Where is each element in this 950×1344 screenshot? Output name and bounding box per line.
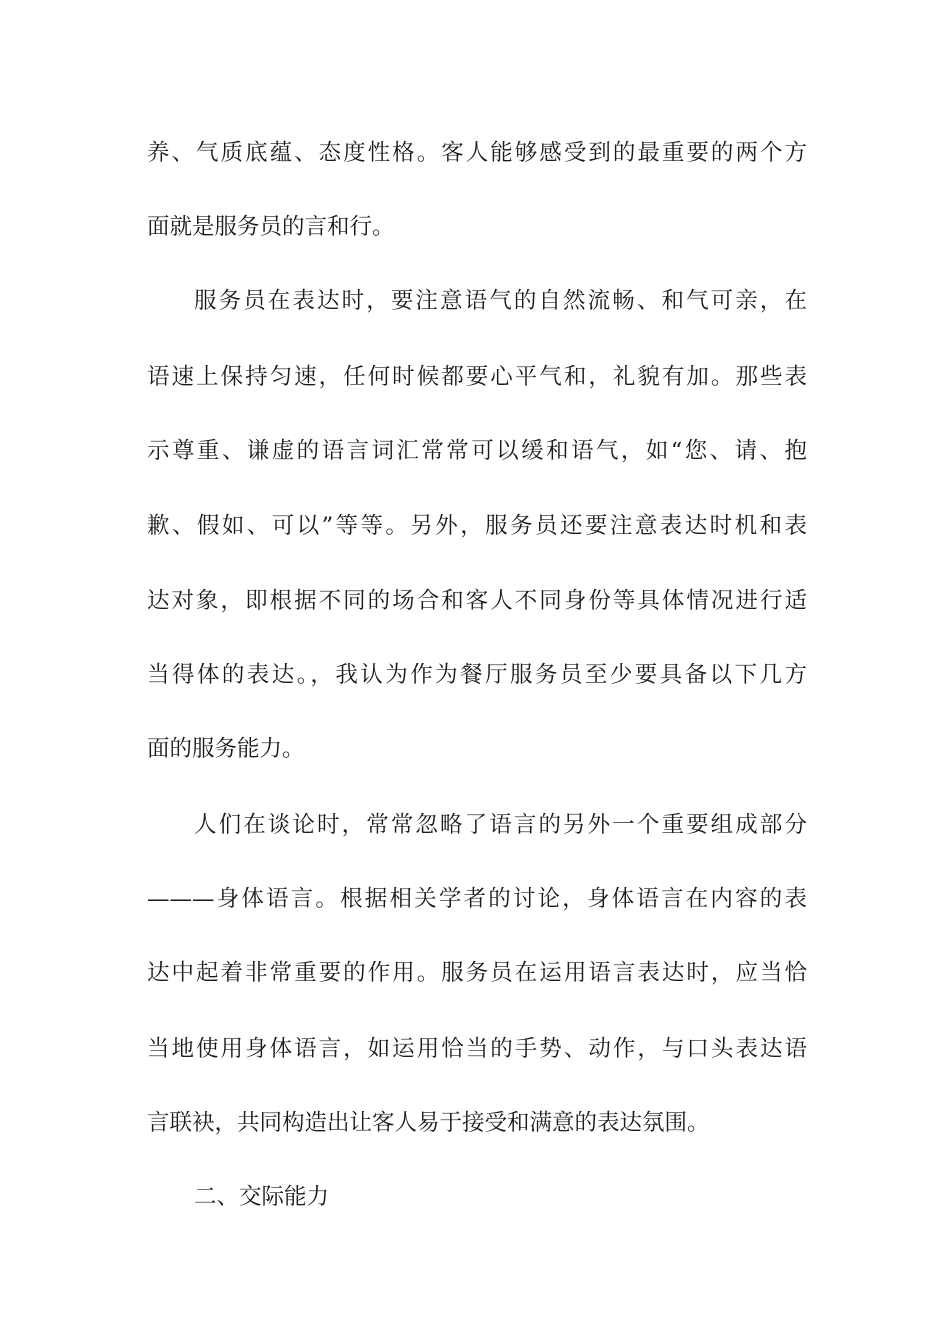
text-line: 养、气质底蕴、态度性格。客人能够感受到的最重要的两个方 [147, 140, 807, 166]
text-line: 歉、假如、可以”等等。另外，服务员还要注意表达时机和表 [147, 513, 807, 539]
paragraph-start-line: 服务员在表达时，要注意语气的自然流畅、和气可亲，在 [194, 288, 807, 314]
text-line: 语速上保持匀速，任何时候都要心平气和，礼貌有加。那些表 [147, 364, 807, 390]
text-line: 达对象，即根据不同的场合和客人不同身份等具体情况进行适 [147, 588, 807, 614]
paragraph-start-line: 人们在谈论时，常常忽略了语言的另外一个重要组成部分 [194, 812, 807, 838]
text-line: ———身体语言。根据相关学者的讨论，身体语言在内容的表 [147, 886, 807, 912]
section-heading: 二、交际能力 [194, 1184, 330, 1210]
text-line: 当得体的表达。，我认为作为餐厅服务员至少要具备以下几方 [147, 662, 807, 688]
text-line: 面的服务能力。 [147, 736, 305, 762]
text-line: 面就是服务员的言和行。 [147, 214, 395, 240]
text-line: 示尊重、谦虚的语言词汇常常可以缓和语气，如“您、请、抱 [147, 438, 807, 464]
text-line: 言联袂，共同构造出让客人易于接受和满意的表达氛围。 [147, 1110, 710, 1136]
text-line: 当地使用身体语言，如运用恰当的手势、动作，与口头表达语 [147, 1036, 807, 1062]
text-line: 达中起着非常重要的作用。服务员在运用语言表达时，应当恰 [147, 960, 807, 986]
